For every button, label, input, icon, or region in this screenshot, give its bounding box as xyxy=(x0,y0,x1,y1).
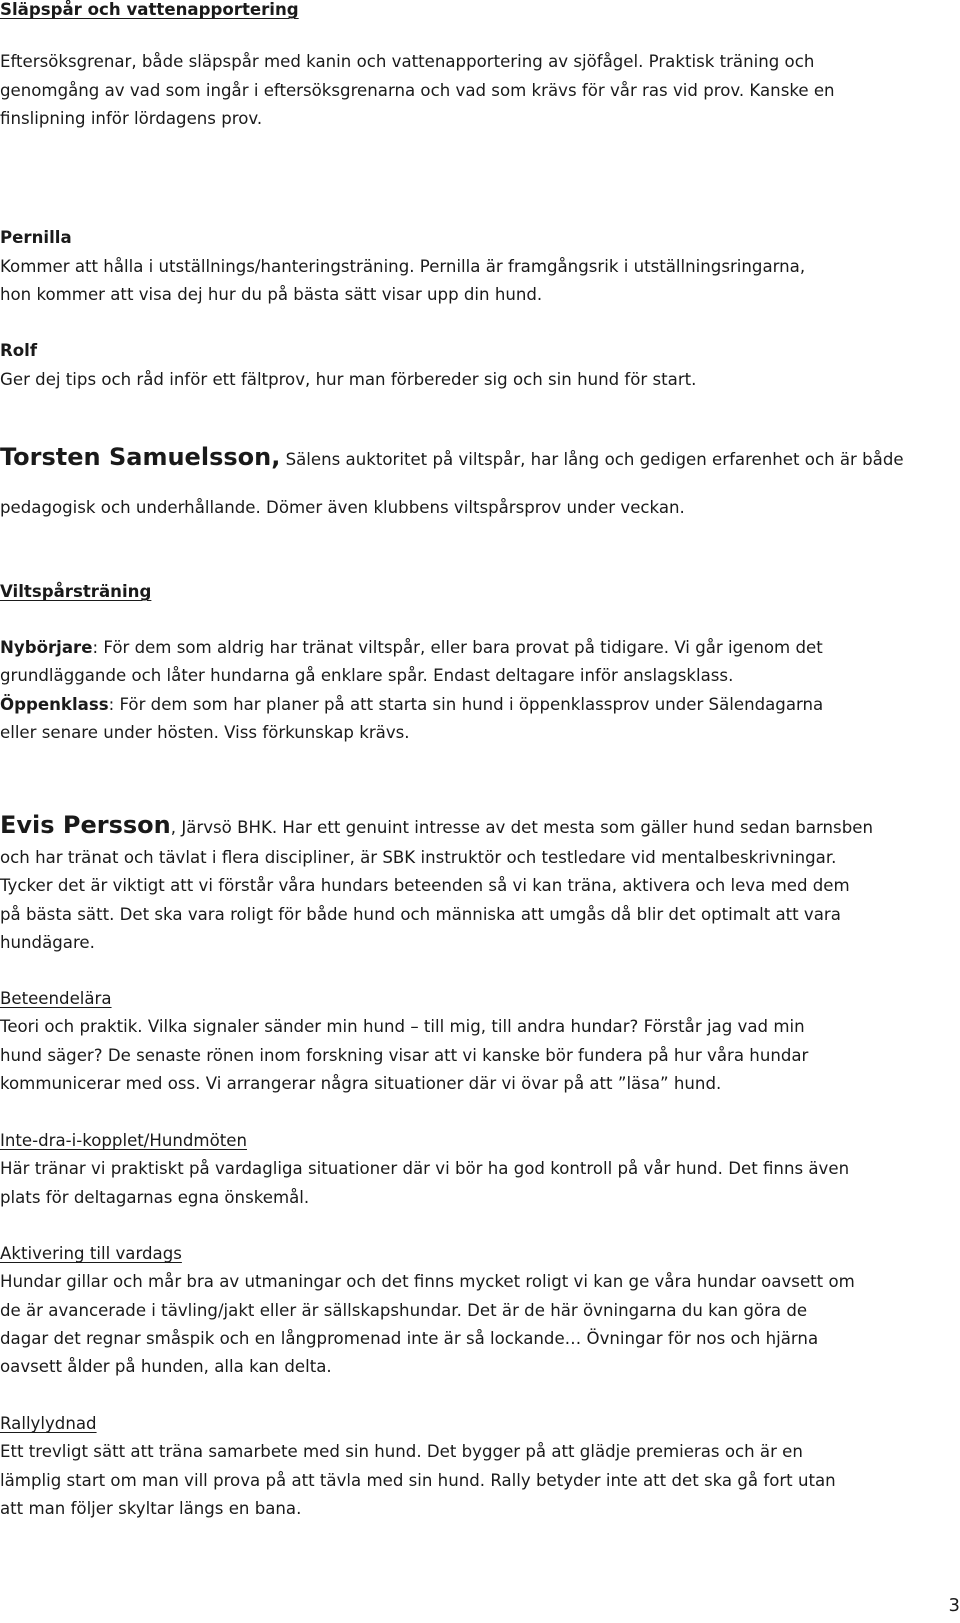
paragraph-line: oavsett ålder på hunden, alla kan delta. xyxy=(0,1357,332,1377)
section-evis xyxy=(0,808,873,845)
paragraph-line: Eftersöksgrenar, både släpspår med kanin och vattenapportering av sjöfågel. Praktisk träning och xyxy=(0,52,815,71)
section-viltspar xyxy=(0,578,151,607)
section-evis-body xyxy=(0,844,850,957)
paragraph-line: Ett trevligt sätt att träna samarbete med sin hund. Det bygger på att glädje premieras och är en xyxy=(0,1442,803,1462)
level-label: Öppenklass xyxy=(0,694,109,714)
section-pernilla xyxy=(0,224,805,310)
section-heading: Inte-dra-i-kopplet/Hundmöten xyxy=(0,1131,247,1150)
paragraph-line: kommunicerar med oss. Vi arrangerar några situationer där vi övar på att ”läsa” hund. xyxy=(0,1073,722,1093)
paragraph-line: pedagogisk och underhållande. Dömer även klubbens viltspårsprov under veckan. xyxy=(0,498,685,517)
paragraph-line: Kommer att hålla i utställnings/hanteringsträning. Pernilla är framgångsrik i utställningsringarna, xyxy=(0,256,806,276)
section-aktivering xyxy=(0,1240,855,1381)
paragraph-line: Teori och praktik. Vilka signaler sänder min hund – till mig, till andra hundar? Förstår jag vad min xyxy=(0,1017,805,1037)
paragraph-line: hund säger? De senaste rönen inom forskning visar att vi kanske bör fundera på hur våra hundar xyxy=(0,1045,809,1065)
section-heading: Viltspårsträning xyxy=(0,582,152,601)
section-viltspar-body xyxy=(0,634,823,747)
paragraph-line: Ger dej tips och råd inför ett fältprov, hur man förbereder sig och sin hund för start. xyxy=(0,369,697,389)
paragraph-line: : För dem som har planer på att starta sin hund i öppenklassprov under Sälendagarna xyxy=(108,694,824,714)
section-beteende xyxy=(0,985,808,1098)
paragraph-line: Här tränar vi praktiskt på vardagliga situationer där vi bör ha god kontroll på vår hund. Det finns även xyxy=(0,1159,850,1179)
paragraph-line: de är avancerade i tävling/jakt eller är sällskapshundar. Det är de här övningarna du kan göra de xyxy=(0,1300,808,1320)
section-heading: Släpspår och vattenapportering xyxy=(0,0,299,19)
section-torsten-body xyxy=(0,494,685,523)
paragraph-line: dagar det regnar småspik och en långpromenad inte är så lockande… Övningar för nos och hjärna xyxy=(0,1328,819,1348)
section-slapspar xyxy=(0,0,299,25)
section-rolf xyxy=(0,337,696,394)
paragraph-line: genomgång av vad som ingår i eftersöksgrenarna och vad som krävs för vår ras vid prov. Kanske en xyxy=(0,80,835,100)
instructor-name: Pernilla xyxy=(0,228,72,247)
paragraph-line: Tycker det är viktigt att vi förstår våra hundars beteenden så vi kan träna, aktivera och leva med dem xyxy=(0,876,850,896)
section-heading: Rallylydnad xyxy=(0,1414,97,1433)
section-heading: Beteendelära xyxy=(0,989,112,1008)
level-label: Nybörjare xyxy=(0,638,93,657)
section-torsten xyxy=(0,440,904,477)
section-intedra xyxy=(0,1127,849,1212)
instructor-name: Torsten Samuelsson, xyxy=(0,443,281,471)
paragraph-line: hundägare. xyxy=(0,932,95,952)
instructor-name: Evis Persson xyxy=(0,811,171,839)
paragraph-line: plats för deltagarnas egna önskemål. xyxy=(0,1187,310,1207)
paragraph-line: Hundar gillar och mår bra av utmaningar och det finns mycket roligt vi kan ge våra hundar oavsett om xyxy=(0,1272,855,1292)
section-rally xyxy=(0,1410,836,1523)
paragraph-line: och har tränat och tävlat i flera discipliner, är SBK instruktör och testledare vid mentalbeskrivningar. xyxy=(0,848,837,867)
page-number: 3 xyxy=(948,1595,960,1616)
instructor-name: Rolf xyxy=(0,341,38,360)
paragraph-line: på bästa sätt. Det ska vara roligt för både hund och människa att umgås då blir det optimalt att vara xyxy=(0,904,841,924)
paragraph-line: hon kommer att visa dej hur du på bästa sätt visar upp din hund. xyxy=(0,285,543,305)
paragraph-line: Sälens auktoritet på viltspår, har lång och gedigen erfarenhet och är både xyxy=(280,450,904,469)
paragraph-line: lämplig start om man vill prova på att tävla med sin hund. Rally betyder inte att det ska gå fort utan xyxy=(0,1470,836,1490)
paragraph-line: eller senare under hösten. Viss förkunskap krävs. xyxy=(0,722,410,742)
section-heading: Aktivering till vardags xyxy=(0,1244,182,1263)
paragraph-line: : För dem som aldrig har tränat viltspår, eller bara provat på tidigare. Vi går igenom det xyxy=(92,638,823,657)
paragraph-line: grundläggande och låter hundarna gå enklare spår. Endast deltagare inför anslagsklass. xyxy=(0,666,734,686)
paragraph-line: att man följer skyltar längs en bana. xyxy=(0,1498,302,1518)
section-slapspar-body xyxy=(0,48,835,134)
paragraph-line: , Järvsö BHK. Har ett genuint intresse av det mesta som gäller hund sedan barnsben xyxy=(170,818,873,837)
paragraph-line: finslipning inför lördagens prov. xyxy=(0,109,263,129)
